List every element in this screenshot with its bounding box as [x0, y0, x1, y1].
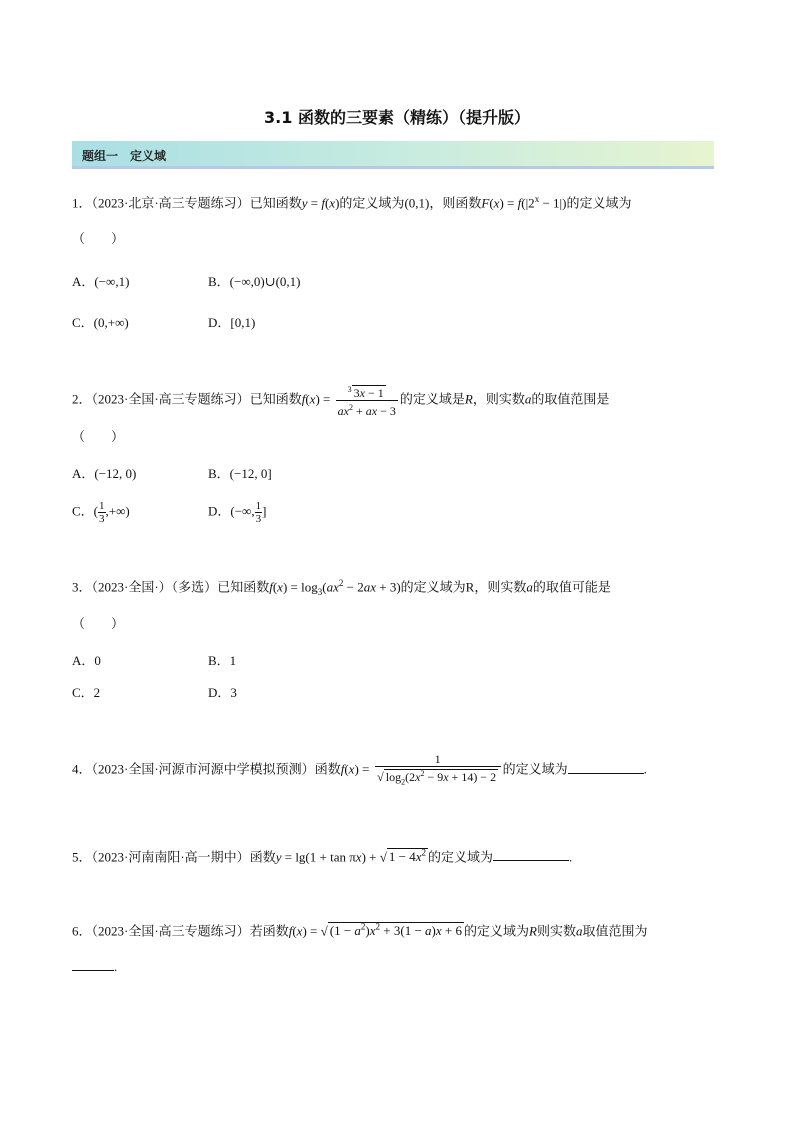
question-6-blank-line: .	[72, 957, 117, 977]
q3-option-c[interactable]: C．2	[72, 685, 101, 700]
q4-answer-blank[interactable]	[568, 773, 644, 774]
question-2: 2．（2023·全国·高三专题练习）已知函数f(x) = $\frac{^3 3x - 1}{ax^2 + ax - 3}$ 的定义域是R，则实数a的取值范围是	[72, 385, 610, 418]
q2-option-c[interactable]: C．( $\frac{1}{3}$ ,+∞)	[72, 500, 130, 525]
section-label: 题组一 定义域	[82, 149, 167, 163]
q4-fraction: $\frac{1}{√ \log_2(2x^2 - 9x + 14) - 2}$	[375, 752, 501, 789]
question-4: 4．（2023·全国·河源市河源中学模拟预测）函数f(x) = $\frac{1}{√ \log_2(2x^2 - 9x + 14) - 2}$ 的定义域为 .	[72, 752, 647, 789]
question-6: 6．（2023·全国·高三专题练习）若函数f(x) = √ $(1 - a^2)x^2 + 3(1 - a)x + 6$ 的定义域为R则实数a取值范围为	[72, 922, 648, 939]
question-1-paren: （ ）	[72, 231, 125, 246]
question-1: 1．（2023·北京·高三专题练习）已知函数y = f(x)的定义域为(0,1)，则函数$F(x) = f(|2^x - 1|)$的定义域为	[72, 194, 632, 211]
question-3-paren: （ ）	[72, 616, 125, 631]
page-title: 3.1 函数的三要素（精练）（提升版）	[264, 108, 530, 127]
question-5: 5．（2023·河南南阳·高一期中）函数y = lg(1 + tan πx) + √ $1 - 4x^2$ 的定义域为 .	[72, 848, 573, 865]
q1-option-c[interactable]: C．(0,+∞)	[72, 315, 129, 330]
q3-option-b[interactable]: B．1	[208, 653, 237, 668]
q1-option-d[interactable]: D．[0,1)	[208, 315, 256, 330]
question-3: 3．（2023·全国·）（多选）已知函数$f(x) = \log_3(ax^2 - 2ax + 3)$的定义域为R，则实数a的取值可能是	[72, 578, 611, 597]
q5-answer-blank[interactable]	[493, 860, 569, 861]
q1-option-b[interactable]: B．(−∞,0)∪(0,1)	[208, 274, 301, 289]
q2-option-a[interactable]: A．(−12, 0)	[72, 466, 137, 481]
q3-option-d[interactable]: D．3	[208, 685, 237, 700]
question-2-paren: （ ）	[72, 429, 125, 444]
q2-option-b[interactable]: B．(−12, 0]	[208, 466, 272, 481]
q2-option-d[interactable]: D．(−∞, $\frac{1}{3}$ ]	[208, 500, 267, 525]
q2-fraction: $\frac{^3 3x - 1}{ax^2 + ax - 3}$	[337, 385, 396, 418]
section-header	[72, 141, 714, 169]
q1-option-a[interactable]: A．(−∞,1)	[72, 274, 130, 289]
q6-answer-blank[interactable]	[72, 970, 114, 971]
q3-option-a[interactable]: A．0	[72, 653, 101, 668]
